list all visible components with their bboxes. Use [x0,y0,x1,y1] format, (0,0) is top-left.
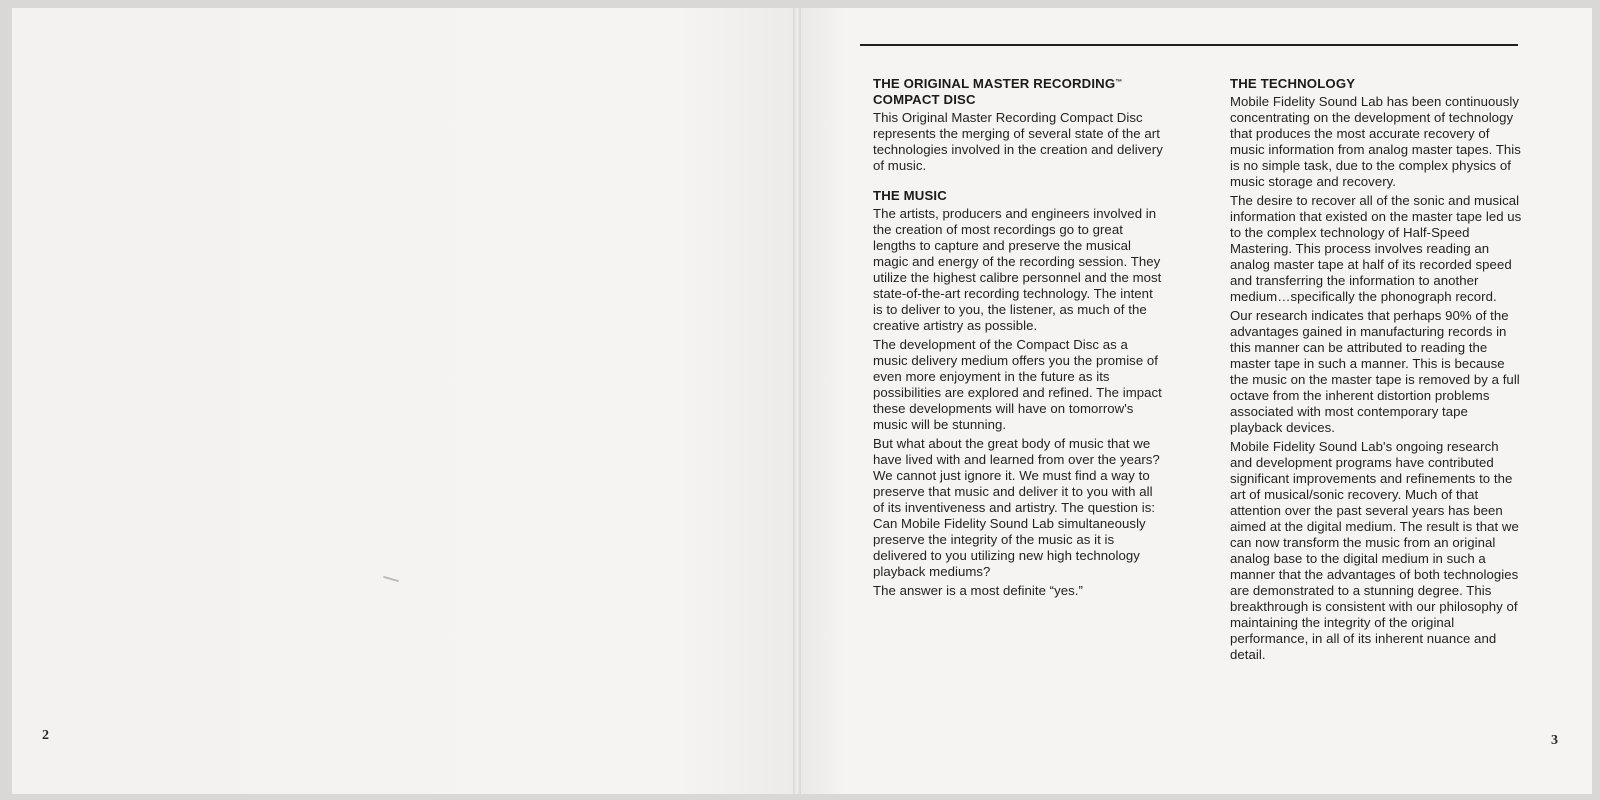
technology-paragraph-4: Mobile Fidelity Sound Lab's ongoing research and development programs have contributed significant improvements and refinements to the art of musical/sonic recovery. Much of that attention over the past several years has been aimed at the digital medium. The result is that we can now transform the music from an original analog base to the digital medium in such a manner that the advantages of both technologies are demonstrated to a stunning degree. This breakthrough is consistent with our philosophy of maintaining the integrity of the original performance, in all of its inherent nuance and detail. [1230,439,1519,662]
technology-paragraph-2: The desire to recover all of the sonic and musical information that existed on the master tape led us to the complex technology of Half-Speed Mastering. This process involves reading an analog master tape at half of its recorded speed and transferring the information to another medium…specifically the phonograph record. [1230,193,1522,304]
heading-line-2: COMPACT DISC [873,92,976,107]
technology-paragraph-3: Our research indicates that perhaps 90% of the advantages gained in manufacturing records in this manner can be attributed to reading the master tape in such a manner. This is because the music on the master tape is removed by a full octave from the inherent distortion problems associated with most contemporary tape playback devices. [1230,308,1520,435]
trademark-symbol: ™ [1115,79,1123,86]
text-column-1 [873,76,1165,602]
section-heading-technology: THE TECHNOLOGY [1230,76,1356,91]
header-rule [860,44,1518,46]
page-number-right: 3 [1551,733,1558,748]
page-number-left: 2 [42,728,49,743]
music-paragraph-4: The answer is a most definite “yes.” [873,583,1083,598]
left-page [12,8,795,794]
intro-paragraph: This Original Master Recording Compact Disc represents the merging of several state of the art technologies involved in the creation and delivery of music. [873,110,1163,173]
technology-paragraph-1: Mobile Fidelity Sound Lab has been continuously concentrating on the development of technology that produces the most accurate recovery of music information from analog master tapes. This is no simple task, due to the complex physics of music storage and recovery. [1230,94,1521,189]
text-column-2 [1230,76,1522,666]
music-paragraph-3: But what about the great body of music that we have lived with and learned from over the years? We cannot just ignore it. We must find a way to preserve that music and deliver it to you with all of its inventiveness and artistry. The question is: Can Mobile Fidelity Sound Lab simultaneously preserve the integrity of the music as it is delivered to you utilizing new high technology playback mediums? [873,436,1160,579]
section-heading-original-master [873,76,1165,108]
music-paragraph-1: The artists, producers and engineers involved in the creation of most recordings go to great lengths to capture and preserve the musical magic and energy of the recording session. They utilize the highest calibre personnel and the most state-of-the-art recording technology. The intent is to deliver to you, the listener, as much of the creative artistry as possible. [873,206,1162,333]
book-gutter [793,8,801,794]
heading-line-1: THE ORIGINAL MASTER RECORDING [873,76,1116,91]
music-paragraph-2: The development of the Compact Disc as a music delivery medium offers you the promise of even more enjoyment in the future as its possibilities are explored and refined. The impact these developments will have on tomorrow's music will be stunning. [873,337,1162,432]
section-heading-music: THE MUSIC [873,188,947,203]
